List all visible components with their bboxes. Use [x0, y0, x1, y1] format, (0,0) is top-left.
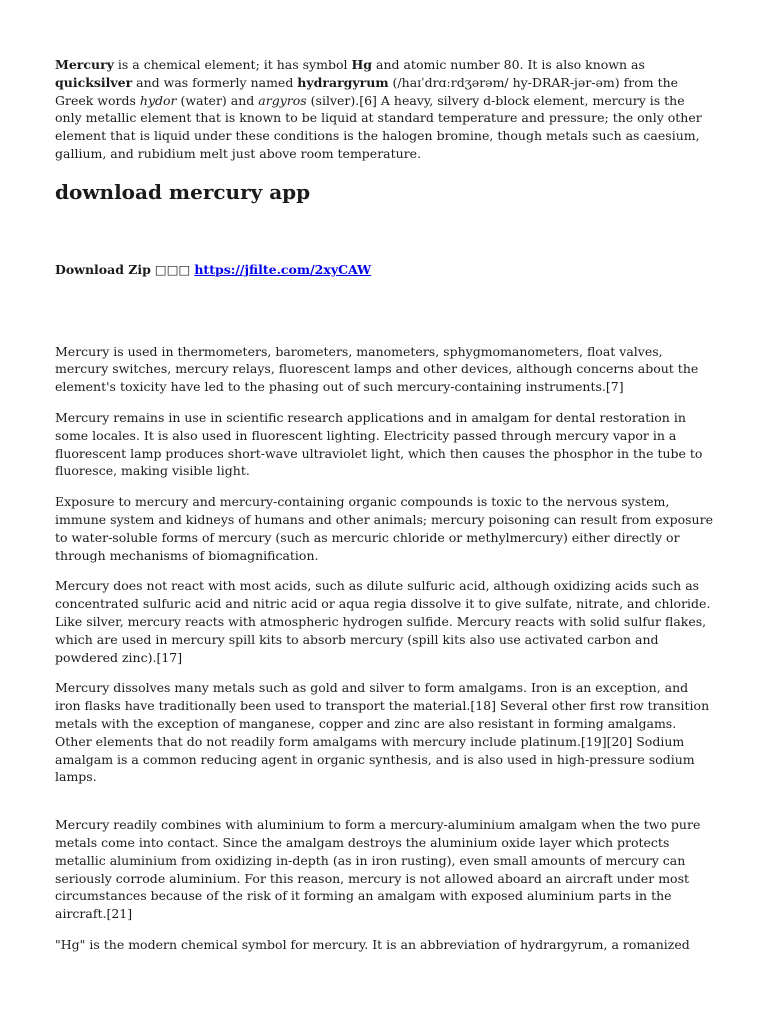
term-argyros: argyros	[258, 92, 307, 108]
download-line	[55, 261, 715, 279]
intro-text-2: and atomic number 80. It is also known as	[372, 57, 645, 72]
download-link[interactable]: https://jfilte.com/2xyCAW	[194, 261, 372, 277]
paragraph-amalgams: Mercury dissolves many metals such as gold and silver to form amalgams. Iron is an exception, and iron flasks have traditionally been used to transport the material.[18] Several other first row transition metals with the exception of manganese, copper and zinc are also resistant in forming amalgams. Other elements that do not readily form amalgams with mercury include platinum.[19][20] Sodium amalgam is a common reducing agent in organic synthesis, and is also used in high-pressure sodium lamps.	[55, 680, 710, 785]
intro-text-6: (silver).[6] A heavy, silvery d-block element, mercury is the only metallic element that is known to be liquid at standard temperature and pressure; the only other element that is liquid under these conditions is the halogen bromine, though metals such as caesium, gallium, and rubidium melt just above room temperature.	[55, 92, 702, 161]
download-label: Download Zip	[55, 261, 151, 277]
term-hg: Hg	[351, 57, 373, 72]
download-glyphs: □□□	[154, 261, 191, 277]
paragraph-aluminium: Mercury readily combines with aluminium to form a mercury-aluminium amalgam when the two pure metals come into contact. Since the amalgam destroys the aluminium oxide layer which protects metallic aluminium from oxidizing in-depth (as in iron rusting), even small amounts of mercury can seriously corrode aluminium. For this reason, mercury is not allowed aboard an aircraft under most circumstances because of the risk of it forming an amalgam with exposed aluminium parts in the aircraft.[21]	[55, 817, 701, 922]
term-hydrargyrum: hydrargyrum	[297, 74, 389, 90]
paragraph-toxicity: Exposure to mercury and mercury-containing organic compounds is toxic to the nervous system, immune system and kidneys of humans and other animals; mercury poisoning can result from exposure to water-soluble forms of mercury (such as mercuric chloride or methylmercury) either directly or through mechanisms of biomagnification.	[55, 494, 713, 563]
term-hydor: hydor	[139, 92, 177, 108]
term-mercury: Mercury	[55, 57, 114, 72]
intro-text-3: and was formerly named	[132, 74, 298, 90]
intro-paragraph	[55, 56, 715, 163]
paragraph-research: Mercury remains in use in scientific research applications and in amalgam for dental restoration in some locales. It is also used in fluorescent lighting. Electricity passed through mercury vapor in a fluorescent lamp produces short-wave ultraviolet light, which then causes the phosphor in the tube to fluoresce, making visible light.	[55, 409, 703, 479]
intro-text-4: (/haɪˈdrɑːrdʒərəm/ hy-DRAR-jər-əm) from the Greek words	[55, 74, 679, 108]
intro-text-1: is a chemical element; it has symbol	[113, 57, 352, 72]
page-heading: download mercury app	[55, 179, 311, 204]
paragraph-symbol: "Hg" is the modern chemical symbol for mercury. It is an abbreviation of hydrargyrum, a romanized	[55, 936, 690, 952]
paragraph-acids: Mercury does not react with most acids, such as dilute sulfuric acid, although oxidizing acids such as concentrated sulfuric acid and nitric acid or aqua regia dissolve it to give sulfate, nitrate, and chloride. Like silver, mercury reacts with atmospheric hydrogen sulfide. Mercury reacts with solid sulfur flakes, which are used in mercury spill kits to absorb mercury (spill kits also use activated carbon and powdered zinc).[17]	[55, 578, 711, 665]
paragraph-uses: Mercury is used in thermometers, barometers, manometers, sphygmomanometers, float valves, mercury switches, mercury relays, fluorescent lamps and other devices, although concerns about the element's toxicity have led to the phasing out of such mercury-containing instruments.[7]	[55, 343, 699, 395]
term-quicksilver: quicksilver	[55, 74, 133, 90]
intro-text-5: (water) and	[176, 92, 259, 108]
